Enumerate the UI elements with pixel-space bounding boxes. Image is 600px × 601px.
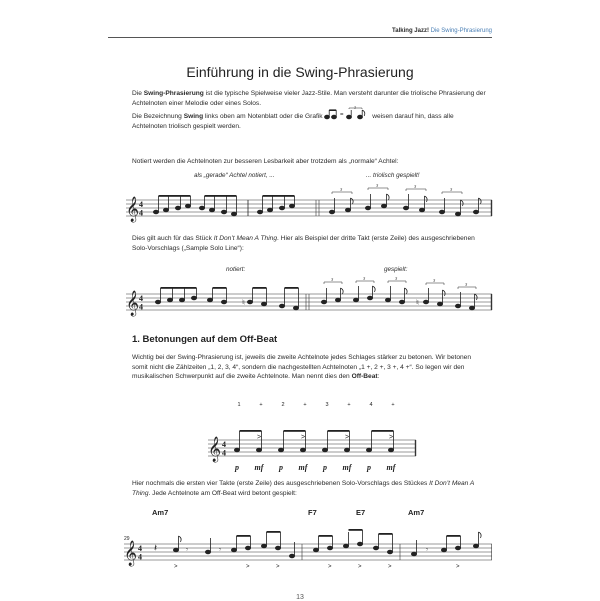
treble-clef-icon: 𝄞 [126, 291, 140, 316]
swing-notation-graphic [324, 105, 370, 120]
svg-text:𝄽: 𝄽 [154, 543, 158, 554]
count-label: 4 [369, 402, 373, 408]
time-signature-top: 4 [139, 200, 143, 209]
header-book-title: Talking Jazz! [392, 28, 429, 34]
dynamic-mark: mf [342, 463, 352, 472]
intro-text: Die [132, 90, 144, 97]
triplet-mark: 3 [331, 277, 334, 282]
dynamic-mark: p [235, 463, 239, 472]
example2-notated-eighths [155, 287, 298, 310]
time-signature-bottom: 4 [139, 302, 143, 312]
paragraph-text: : [377, 373, 380, 380]
svg-text:>: > [246, 564, 250, 570]
count-label: 3 [325, 402, 329, 408]
caption-text: . Jede Achtelnote am Off-Beat wird betont gespielt: [148, 489, 297, 497]
triplet-mark: 3 [465, 282, 468, 287]
example2-label-played: gespielt: [384, 266, 408, 273]
treble-clef-icon: 𝄞 [208, 437, 222, 462]
triplet-mark: 3 [376, 183, 379, 188]
triplet-mark: 3 [363, 276, 366, 281]
example4-staff [124, 506, 492, 576]
count-label: 2 [281, 402, 285, 408]
count-label: 1 [237, 402, 241, 408]
triplet-mark: 3 [395, 276, 398, 281]
dynamic-mark: p [367, 463, 371, 472]
count-label: + [303, 402, 307, 408]
intro-text: Die Bezeichnung [132, 113, 184, 120]
chord-symbol: Am7 [408, 508, 425, 517]
time-signature-top: 4 [138, 544, 142, 553]
example4-melody [154, 529, 481, 570]
caption-text: Hier nochmals die ersten vier Takte (erste Zeile) des ausgeschriebenen Solo-Vorschlags des Stückes [132, 480, 430, 487]
example1-staff [126, 183, 492, 230]
example1-caption: Notiert werden die Achtelnoten zur besseren Lesbarkeit aber trotzdem als „normale“ Achtel: [132, 158, 399, 165]
count-label: + [391, 402, 395, 408]
chord-symbol: Am7 [152, 508, 169, 517]
page-number: 13 [296, 594, 304, 601]
svg-text:𝄾: 𝄾 [186, 547, 188, 554]
treble-clef-icon: 𝄞 [124, 541, 138, 566]
svg-text:>: > [358, 564, 362, 570]
svg-text:=: = [340, 112, 344, 118]
svg-text:>: > [389, 434, 394, 441]
book-page [108, 28, 492, 601]
off-beat-eighths [234, 430, 393, 452]
svg-text:♮: ♮ [242, 298, 245, 307]
triplet-mark: 3 [450, 187, 453, 192]
intro-text: weisen darauf hin, dass alle Achtelnoten triolisch gespielt werden. [132, 113, 454, 130]
example4-caption [132, 479, 488, 498]
svg-text:>: > [301, 434, 306, 441]
dynamic-mark: mf [254, 463, 264, 472]
intro-text: links oben am Notenblatt oder die Grafik [203, 113, 325, 120]
triplet-mark: 3 [433, 278, 436, 283]
triplet-mark: 3 [414, 184, 417, 189]
intro-paragraph [132, 89, 488, 131]
dynamic-mark: p [279, 463, 283, 472]
svg-text:𝄾: 𝄾 [219, 547, 221, 554]
treble-clef-icon: 𝄞 [126, 197, 140, 222]
example2-played-triplets [321, 281, 477, 310]
example1-label-swung: ... triolisch gespielt! [366, 172, 420, 179]
count-label: + [347, 402, 351, 408]
svg-text:>: > [276, 564, 280, 570]
intro-term-swing: Swing [183, 113, 204, 120]
triplet-mark: 3 [340, 187, 343, 192]
dynamic-mark: mf [298, 463, 308, 472]
dynamic-mark: mf [386, 463, 396, 472]
caption-text: Dies gilt auch für das Stück [132, 235, 214, 242]
song-title: It Don’t Mean A Thing [213, 235, 278, 242]
caption-text: . Hier als Beispiel der dritte Takt (erste Zeile) des ausgeschriebenen Solo-Vorschlags („Sample Solo Line“): [132, 235, 475, 252]
section1-paragraph [132, 353, 488, 382]
count-label: + [259, 402, 263, 408]
section-heading-off-beat: 1. Betonungen auf dem Off-Beat [132, 334, 278, 345]
svg-text:>: > [257, 434, 262, 441]
paragraph-text: Wichtig bei der Swing-Phrasierung ist, jeweils die zweite Achtelnote jedes Schlages stärker zu betonen. Wir betonen somit nicht die Zählzeiten „1, 2, 3, 4“, sondern die nachgestellten Achtelnoten „1 +, 2 +, 3 +, 4 +“. So legen wir den musikalischen Schwerpunkt auf die zweite Achtelnote. Man nennt dies den [132, 354, 472, 380]
example1-swung-triplets [329, 188, 481, 216]
chord-symbol: E7 [356, 508, 366, 517]
running-header [392, 28, 492, 34]
svg-text:>: > [345, 434, 350, 441]
off-beat-example-staff [208, 400, 422, 478]
time-signature-bottom: 4 [222, 448, 226, 458]
svg-text:>: > [174, 564, 178, 570]
intro-term-swing-phrasierung: Swing-Phrasierung [143, 90, 204, 97]
time-signature-top: 4 [139, 294, 143, 303]
svg-text:3: 3 [354, 105, 357, 110]
measure-number: 29 [124, 536, 130, 542]
svg-text:>: > [328, 564, 332, 570]
svg-text:>: > [388, 564, 392, 570]
time-signature-bottom: 4 [138, 552, 142, 562]
example2-staff [126, 276, 492, 324]
example2-label-notated: notiert: [226, 266, 246, 273]
time-signature-top: 4 [222, 440, 226, 449]
header-chapter: Die Swing-Phrasierung [430, 28, 492, 34]
svg-text:>: > [456, 564, 460, 570]
svg-text:♮: ♮ [416, 298, 419, 307]
example1-straight-eighths [153, 195, 294, 216]
page-title: Einführung in die Swing-Phrasierung [186, 64, 414, 80]
example2-caption [132, 234, 488, 253]
svg-text:𝄾: 𝄾 [426, 547, 428, 554]
term-off-beat: Off-Beat [351, 373, 378, 380]
song-title: It Don’t Mean A Thing [132, 480, 475, 497]
intro-text: ist die typische Spielweise vieler Jazz-Stile. Man versteht darunter die triolische Phrasierung der Achtelnoten einer Melodie oder eines Solos. [132, 90, 486, 107]
dynamic-mark: p [323, 463, 327, 472]
time-signature-bottom: 4 [139, 208, 143, 218]
example1-label-straight: als „gerade“ Achtel notiert, ... [194, 172, 275, 179]
chord-symbol: F7 [308, 508, 317, 517]
header-rule [108, 37, 492, 38]
